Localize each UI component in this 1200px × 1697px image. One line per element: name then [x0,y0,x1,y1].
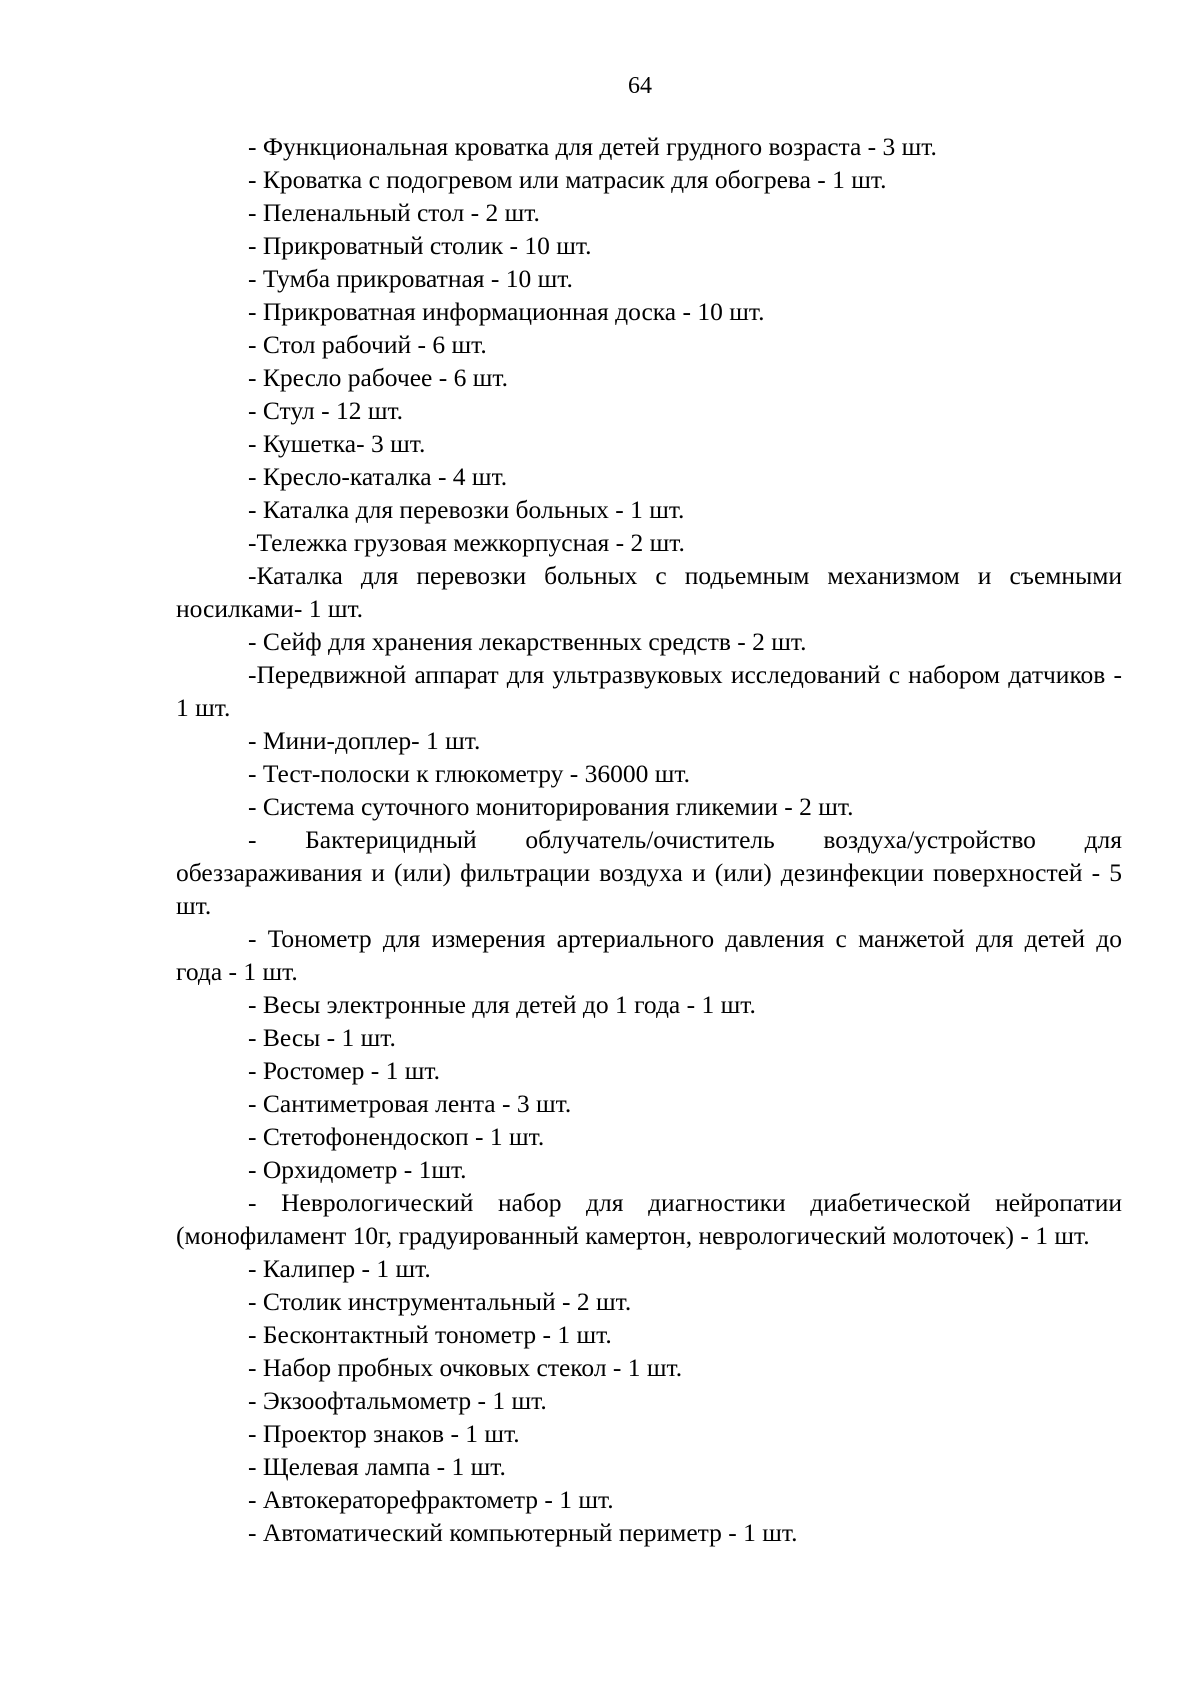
list-item: - Неврологический набор для диагностики диабетической нейропатии (монофиламент 10г, градуированный камертон, неврологический молоточек) - 1 шт. [176,1188,1122,1250]
list-item: - Тумба прикроватная - 10 шт. [248,264,573,293]
list-item: - Тест-полоски к глюкометру - 36000 шт. [248,759,691,788]
list-item: - Набор пробных очковых стекол - 1 шт. [248,1353,683,1382]
list-item: - Весы - 1 шт. [248,1023,396,1052]
list-item: - Кроватка с подогревом или матрасик для обогрева - 1 шт. [248,165,887,194]
list-item: - Мини-доплер- 1 шт. [248,726,481,755]
list-item: -Каталка для перевозки больных с подьемным механизмом и съемными носилками- 1 шт. [176,561,1122,623]
list-item: - Столик инструментальный - 2 шт. [248,1287,632,1316]
list-item: - Кресло-каталка - 4 шт. [248,462,508,491]
list-item: - Проектор знаков - 1 шт. [248,1419,520,1448]
list-item: - Кушетка- 3 шт. [248,429,426,458]
list-item: - Сантиметровая лента - 3 шт. [248,1089,572,1118]
list-item: -Тележка грузовая межкорпусная - 2 шт. [248,528,685,557]
list-item: - Автоматический компьютерный периметр - 1 шт. [248,1518,798,1547]
list-item: - Прикроватная информационная доска - 10 шт. [248,297,765,326]
list-item: - Бесконтактный тонометр - 1 шт. [248,1320,612,1349]
list-item: - Система суточного мониторирования гликемии - 2 шт. [248,792,854,821]
list-item: - Автокераторефрактометр - 1 шт. [248,1485,614,1514]
list-item: - Щелевая лампа - 1 шт. [248,1452,506,1481]
list-item: -Передвижной аппарат для ультразвуковых исследований с набором датчиков - 1 шт. [176,660,1122,722]
list-item: - Ростомер - 1 шт. [248,1056,440,1085]
list-item: - Каталка для перевозки больных - 1 шт. [248,495,685,524]
list-item: - Кресло рабочее - 6 шт. [248,363,508,392]
list-item: - Прикроватный столик - 10 шт. [248,231,592,260]
list-item: - Стетофонендоскоп - 1 шт. [248,1122,545,1151]
page-number: 64 [628,73,652,99]
list-item: - Пеленальный стол - 2 шт. [248,198,540,227]
list-item: - Функциональная кроватка для детей грудного возраста - 3 шт. [248,132,937,161]
list-item: - Орхидометр - 1шт. [248,1155,467,1184]
list-item: - Стол рабочий - 6 шт. [248,330,487,359]
list-item: - Экзоофтальмометр - 1 шт. [248,1386,547,1415]
list-item: - Бактерицидный облучатель/очиститель воздуха/устройство для обеззараживания и (или) фильтрации воздуха и (или) дезинфекции поверхностей - 5 шт. [176,825,1122,920]
list-item: - Калипер - 1 шт. [248,1254,431,1283]
equipment-list [176,130,1122,1549]
list-item: - Стул - 12 шт. [248,396,404,425]
list-item: - Весы электронные для детей до 1 года - 1 шт. [248,990,756,1019]
list-item: - Сейф для хранения лекарственных средств - 2 шт. [248,627,807,656]
list-item: - Тонометр для измерения артериального давления с манжетой для детей до года - 1 шт. [176,924,1122,986]
